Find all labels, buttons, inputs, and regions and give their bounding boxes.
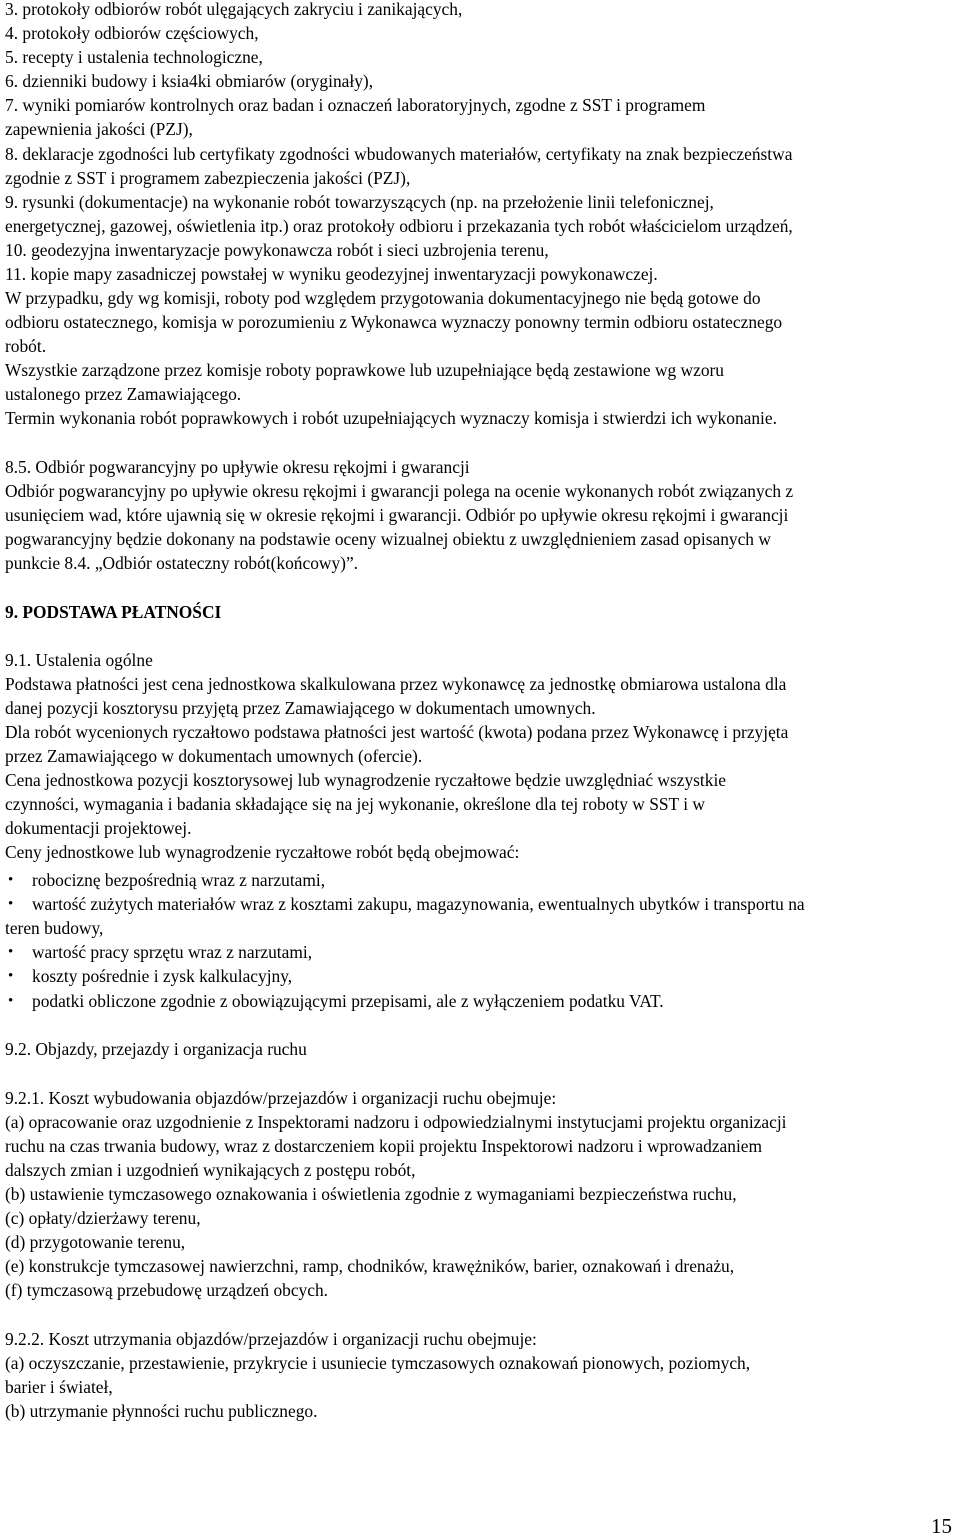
bullet-icon: • xyxy=(8,993,14,1009)
list-item-a: (a) opracowanie oraz uzgodnienie z Inspektorami nadzoru i odpowiedzialnymi instytucjami projektu organizacji xyxy=(5,1112,787,1132)
section-heading-9-2-1: 9.2.1. Koszt wybudowania objazdów/przejazdów i organizacji ruchu obejmuje: xyxy=(5,1088,557,1108)
bullet-icon: • xyxy=(8,896,14,912)
paragraph-line: Cena jednostkowa pozycji kosztorysowej lub wynagrodzenie ryczałtowe będzie uwzględniać wszystkie xyxy=(5,770,726,790)
list-item-c: (c) opłaty/dzierżawy terenu, xyxy=(5,1208,201,1228)
list-item-8-cont: zgodnie z SST i programem zabezpieczenia jakości (PZJ), xyxy=(5,168,411,188)
paragraph-line: Podstawa płatności jest cena jednostkowa skalkulowana przez wykonawcę za jednostkę obmiarowa ustalona dla xyxy=(5,674,787,694)
list-item-f: (f) tymczasową przebudowę urządzeń obcych. xyxy=(5,1280,329,1300)
list-item-3: 3. protokoły odbiorów robót ulęgających zakryciu i zanikających, xyxy=(5,0,463,19)
list-item-8: 8. deklaracje zgodności lub certyfikaty zgodności wbudowanych materiałów, certyfikaty na znak bezpieczeństwa xyxy=(5,144,793,164)
paragraph-line: przez Zamawiającego w dokumentach umownych (ofercie). xyxy=(5,746,423,766)
bullet-item: wartość pracy sprzętu wraz z narzutami, xyxy=(32,942,313,962)
bullet-item-cont: teren budowy, xyxy=(5,918,104,938)
list-item-10: 10. geodezyjna inwentaryzacje powykonawcza robót i sieci uzbrojenia terenu, xyxy=(5,240,549,260)
section-heading-9-1: 9.1. Ustalenia ogólne xyxy=(5,650,153,670)
paragraph-line: odbioru ostatecznego, komisja w porozumieniu z Wykonawca wyznaczy ponowny termin odbioru ostatecznego xyxy=(5,312,783,332)
paragraph-line: W przypadku, gdy wg komisji, roboty pod względem przygotowania dokumentacyjnego nie będą gotowe do xyxy=(5,288,761,308)
list-item-b: (b) ustawienie tymczasowego oznakowania i oświetlenia zgodnie z wymaganiami bezpieczeństwa ruchu, xyxy=(5,1184,737,1204)
page-number: 15 xyxy=(931,1514,952,1538)
list-item-d: (d) przygotowanie terenu, xyxy=(5,1232,186,1252)
paragraph-line: robót. xyxy=(5,336,47,356)
bullet-icon: • xyxy=(8,944,14,960)
bullet-icon: • xyxy=(8,872,14,888)
chapter-heading-9: 9. PODSTAWA PŁATNOŚCI xyxy=(5,602,222,622)
section-heading-9-2-2: 9.2.2. Koszt utrzymania objazdów/przejazdów i organizacji ruchu obejmuje: xyxy=(5,1329,537,1349)
paragraph-line: Ceny jednostkowe lub wynagrodzenie ryczałtowe robót będą obejmować: xyxy=(5,842,520,862)
list-item-11: 11. kopie mapy zasadniczej powstałej w wyniku geodezyjnej inwentaryzacji powykonawczej. xyxy=(5,264,658,284)
list-item-a-cont: barier i świateł, xyxy=(5,1377,113,1397)
paragraph-line: punkcie 8.4. „Odbiór ostateczny robót(końcowy)”. xyxy=(5,553,359,573)
paragraph-line: Odbiór pogwarancyjny po upływie okresu rękojmi i gwarancji polega na ocenie wykonanych robót związanych z xyxy=(5,481,794,501)
paragraph-line: czynności, wymagania i badania składające się na jej wykonanie, określone dla tej roboty w SST i w xyxy=(5,794,705,814)
paragraph-line: pogwarancyjny będzie dokonany na podstawie oceny wizualnej obiektu z uwzględnieniem zasad opisanych w xyxy=(5,529,771,549)
paragraph-line: Wszystkie zarządzone przez komisje roboty poprawkowe lub uzupełniające będą zestawione wg wzoru xyxy=(5,360,725,380)
paragraph-line: Dla robót wycenionych ryczałtowo podstawa płatności jest wartość (kwota) podana przez Wykonawcę i przyjęta xyxy=(5,722,789,742)
list-item-b: (b) utrzymanie płynności ruchu publicznego. xyxy=(5,1401,318,1421)
list-item-5: 5. recepty i ustalenia technologiczne, xyxy=(5,47,263,67)
bullet-item: koszty pośrednie i zysk kalkulacyjny, xyxy=(32,966,293,986)
paragraph-line: dokumentacji projektowej. xyxy=(5,818,192,838)
bullet-item: robociznę bezpośrednią wraz z narzutami, xyxy=(32,870,326,890)
list-item-7: 7. wyniki pomiarów kontrolnych oraz badan i oznaczeń laboratoryjnych, zgodne z SST i programem xyxy=(5,95,706,115)
list-item-e: (e) konstrukcje tymczasowej nawierzchni, ramp, chodników, krawężników, barier, oznakowań i drenażu, xyxy=(5,1256,735,1276)
paragraph-line: danej pozycji kosztorysu przyjętą przez Zamawiającego w dokumentach umownych. xyxy=(5,698,596,718)
bullet-icon: • xyxy=(8,968,14,984)
paragraph-line: Termin wykonania robót poprawkowych i robót uzupełniających wyznaczy komisja i stwierdzi ich wykonanie. xyxy=(5,408,777,428)
list-item-6: 6. dzienniki budowy i ksia4ki obmiarów (oryginały), xyxy=(5,71,374,91)
paragraph-line: ustalonego przez Zamawiającego. xyxy=(5,384,242,404)
list-item-a-cont: ruchu na czas trwania budowy, wraz z dostarczeniem kopii projektu Inspektorowi nadzoru i wprowadzaniem xyxy=(5,1136,763,1156)
list-item-4: 4. protokoły odbiorów częściowych, xyxy=(5,23,259,43)
section-heading-8-5: 8.5. Odbiór pogwarancyjny po upływie okresu rękojmi i gwarancji xyxy=(5,457,470,477)
paragraph-line: usunięciem wad, które ujawnią się w okresie rękojmi i gwarancji. Odbiór po upływie okresu rękojmi i gwarancji xyxy=(5,505,789,525)
list-item-9-cont: energetycznej, gazowej, oświetlenia itp.) oraz protokoły odbioru i przekazania tych robót właścicielom urządzeń, xyxy=(5,216,793,236)
list-item-9: 9. rysunki (dokumentacje) na wykonanie robót towarzyszących (np. na przełożenie linii telefonicznej, xyxy=(5,192,714,212)
bullet-item: podatki obliczone zgodnie z obowiązującymi przepisami, ale z wyłączeniem podatku VAT. xyxy=(32,991,664,1011)
list-item-a: (a) oczyszczanie, przestawienie, przykrycie i usuniecie tymczasowych oznakowań pionowych, poziomych, xyxy=(5,1353,751,1373)
list-item-7-cont: zapewnienia jakości (PZJ), xyxy=(5,119,193,139)
list-item-a-cont: dalszych zmian i uzgodnień wynikających z postępu robót, xyxy=(5,1160,416,1180)
bullet-item: wartość zużytych materiałów wraz z kosztami zakupu, magazynowania, ewentualnych ubytków i transportu na xyxy=(32,894,805,914)
section-heading-9-2: 9.2. Objazdy, przejazdy i organizacja ruchu xyxy=(5,1039,307,1059)
